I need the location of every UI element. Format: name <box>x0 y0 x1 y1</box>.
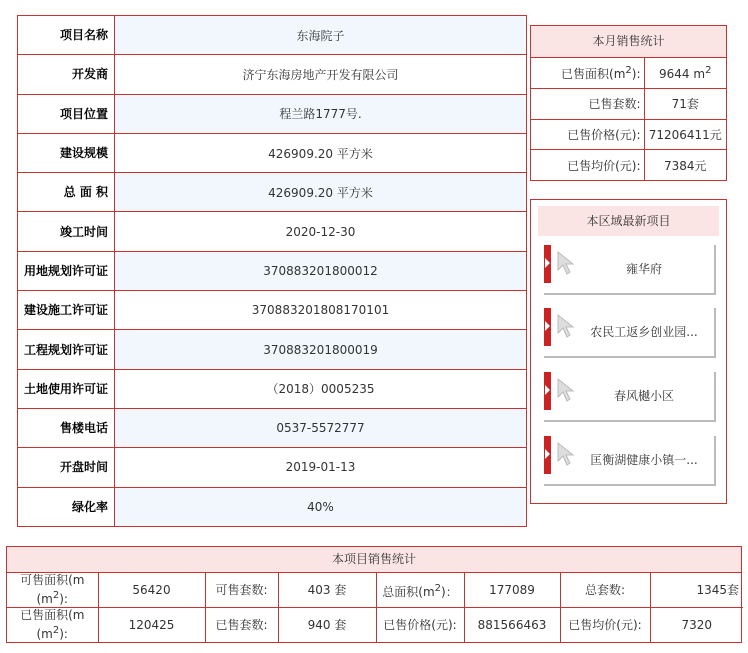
sold-area-value: 120425 <box>98 608 205 643</box>
available-area-label: 可售面积(m $(m^2)$: <box>7 573 98 608</box>
latest-projects-panel <box>530 199 727 504</box>
info-value: 程兰路1777号. <box>115 94 527 133</box>
info-label: 建设规模 <box>18 133 115 172</box>
info-value: （2018）0005235 <box>115 369 527 408</box>
info-value: 东海院子 <box>115 16 527 55</box>
info-label: 工程规划许可证 <box>18 330 115 369</box>
sold-price-value: 881566463 <box>464 608 560 643</box>
avg-price-label: 已售均价(元): <box>560 608 650 643</box>
total-units-value: 1345套 <box>650 573 743 608</box>
sold-price-label: 已售价格(元): <box>376 608 464 643</box>
project-sales-title: 本项目销售统计 <box>7 547 741 573</box>
info-row-land-use-permit <box>18 369 527 408</box>
info-label: 土地使用许可证 <box>18 369 115 408</box>
info-row-completion <box>18 212 527 251</box>
info-row-phone <box>18 408 527 447</box>
info-value: 0537-5572777 <box>115 408 527 447</box>
project-sales-table <box>7 573 743 642</box>
latest-project-card[interactable] <box>544 308 716 358</box>
total-units-label: 总套数: <box>560 573 650 608</box>
monthly-sold-price-label: 已售价格(元): <box>531 119 644 150</box>
info-row-total-area <box>18 173 527 212</box>
monthly-sold-area-value: 9644 $m^2$ <box>644 58 726 89</box>
latest-project-name[interactable]: 匡衡湖健康小镇一... <box>590 453 698 467</box>
monthly-avg-price-value: 7384元 <box>663 158 707 173</box>
info-label: 开盘时间 <box>18 448 115 487</box>
info-row-land-permit <box>18 251 527 290</box>
info-row-construction-permit <box>18 291 527 330</box>
latest-project-name[interactable]: 春风樾小区 <box>613 389 674 403</box>
project-sales-panel <box>6 546 742 643</box>
info-value: 2019-01-13 <box>115 448 527 487</box>
sold-units-value: 940 套 <box>278 608 376 643</box>
total-area-value: 177089 <box>464 573 560 608</box>
latest-project-card[interactable] <box>544 245 716 295</box>
info-row-developer <box>18 55 527 94</box>
info-value: 40% <box>115 487 527 526</box>
info-value: 2020-12-30 <box>115 212 527 251</box>
latest-projects-title: 本区域最新项目 <box>538 206 719 236</box>
available-units-label: 可售套数: <box>205 573 278 608</box>
info-label: 竣工时间 <box>18 212 115 251</box>
total-area-label: 总面积$(m^2)$： <box>376 573 464 608</box>
available-area-value: 56420 <box>98 573 205 608</box>
latest-project-card[interactable] <box>544 436 716 486</box>
monthly-sold-units-label: 已售套数: <box>531 89 644 120</box>
info-value: 370883201808170101 <box>115 291 527 330</box>
info-label: 售楼电话 <box>18 408 115 447</box>
card-marker-icon <box>544 308 551 346</box>
info-row-location <box>18 94 527 133</box>
monthly-sales-panel <box>530 25 727 181</box>
monthly-sales-title: 本月销售统计 <box>531 26 726 58</box>
info-label: 总 面 积 <box>18 173 115 212</box>
project-info-table <box>17 15 527 527</box>
latest-project-name[interactable]: 农民工返乡创业园... <box>590 325 698 339</box>
info-row-scale <box>18 133 527 172</box>
info-label: 绿化率 <box>18 487 115 526</box>
monthly-sold-units-value: 71套 <box>644 89 726 120</box>
info-value: 426909.20 平方米 <box>115 173 527 212</box>
info-row-planning-permit <box>18 330 527 369</box>
monthly-sales-table <box>531 58 726 180</box>
info-label: 项目位置 <box>18 94 115 133</box>
sold-units-label: 已售套数: <box>205 608 278 643</box>
info-label: 建设施工许可证 <box>18 291 115 330</box>
info-row-opening <box>18 448 527 487</box>
sold-area-label: 已售面积(m $(m^2)$: <box>7 608 98 643</box>
info-value: 济宁东海房地产开发有限公司 <box>115 55 527 94</box>
card-marker-icon <box>544 245 551 283</box>
monthly-sold-price-value: 71206411元 <box>644 119 726 150</box>
info-label: 项目名称 <box>18 16 115 55</box>
info-row-green-rate <box>18 487 527 526</box>
card-marker-icon <box>544 436 551 474</box>
info-label: 开发商 <box>18 55 115 94</box>
latest-project-name[interactable]: 雍华府 <box>625 262 662 276</box>
info-value: 370883201800012 <box>115 251 527 290</box>
available-units-value: 403 套 <box>278 573 376 608</box>
info-label: 用地规划许可证 <box>18 251 115 290</box>
monthly-avg-price-label: 已售均价(元): <box>531 150 644 181</box>
info-value: 426909.20 平方米 <box>115 133 527 172</box>
info-value: 370883201800019 <box>115 330 527 369</box>
avg-price-value: 7320 <box>681 617 713 632</box>
info-row-name <box>18 16 527 55</box>
monthly-sold-area-label: 已售面积$(m^2)$: <box>531 58 644 89</box>
latest-project-card[interactable] <box>544 372 716 422</box>
card-marker-icon <box>544 372 551 410</box>
